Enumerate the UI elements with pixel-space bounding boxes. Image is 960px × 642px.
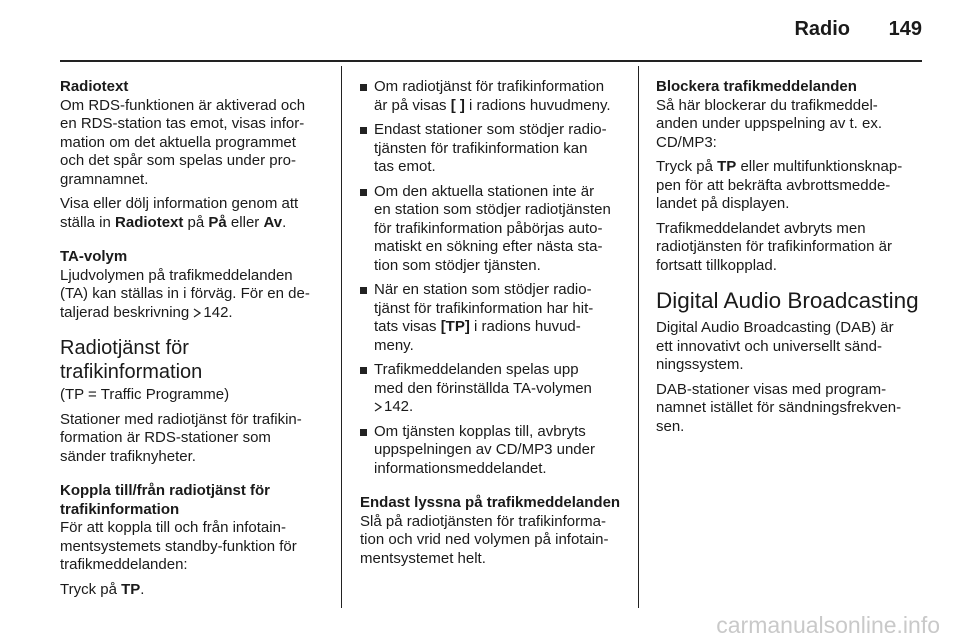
list-item: Om radiotjänst för trafikinformation är på visas [ ] i radions huvudmeny. (360, 78, 628, 115)
bullet-icon (360, 367, 367, 374)
interrupt-note: Trafikmeddelandet avbryts men radiotjänsten för trafikinformation är fortsatt tillkopplad. (656, 219, 892, 274)
page-reference-icon (193, 308, 201, 318)
column-divider-2 (638, 66, 639, 608)
list-item: Endast stationer som stödjer radio- tjänsten för trafikinformation kan tas emot. (360, 121, 628, 177)
list-item: Trafikmeddelanden spelas upp med den förinställda TA-volymen 142. (360, 361, 628, 417)
page-number: 149 (888, 18, 922, 40)
ta-volume-body: Ljudvolymen på trafikmeddelanden (TA) kan ställas in i förväg. För en de- taljerad beskrivning 142. (60, 266, 310, 321)
column-divider-1 (341, 66, 342, 608)
column-right (656, 78, 926, 442)
page-reference-icon (374, 402, 382, 412)
traffic-info-body: Stationer med radiotjänst för trafikin- formation är RDS-stationer som sänder trafiknyheter. (60, 410, 302, 465)
header-rule (60, 60, 922, 62)
list-item: När en station som stödjer radio- tjänst för trafikinformation har hit- tats visas [TP] i radions huvud- meny. (360, 281, 628, 355)
page-reference-link[interactable]: 142. (384, 398, 414, 415)
tp-button-label: TP (717, 158, 737, 175)
block-traffic-instruction: Tryck på TP eller multifunktionsknap- pen för att bekräfta avbrottsmedde- landet på displayen. (656, 158, 903, 212)
bullet-icon (360, 127, 367, 134)
tp-indicator: [TP] (440, 318, 470, 335)
dab-body: Digital Audio Broadcasting (DAB) är ett innovativt och universellt sänd- ningssystem. (656, 319, 894, 373)
menu-option-on: På (208, 213, 227, 231)
bullet-icon (360, 429, 367, 436)
list-item: Om den aktuella stationen inte är en station som stödjer radiotjänsten för trafikinformation påbörjas auto- matiskt en sökning efter nästa sta- tion som stödjer tjänsten. (360, 183, 628, 276)
page-reference-link[interactable]: 142. (203, 303, 233, 321)
section-title: Radio (794, 18, 850, 40)
bullet-icon (360, 84, 367, 91)
radiotext-heading: Radiotext (60, 78, 129, 95)
menu-option-radiotext: Radiotext (115, 213, 184, 231)
menu-option-off: Av (263, 213, 283, 231)
ta-volume-heading: TA-volym (60, 248, 128, 265)
toggle-traffic-body: För att koppla till och från infotain- mentsystemets standby-funktion för trafikmeddelanden: (60, 519, 297, 573)
radiotext-setting: Visa eller dölj information genom att ställa in Radiotext på På eller Av. (60, 195, 299, 231)
block-traffic-heading: Blockera trafikmeddelanden (656, 78, 857, 95)
traffic-info-bullets (360, 78, 628, 478)
traffic-info-subtitle: (TP = Traffic Programme) (60, 386, 230, 403)
column-middle (360, 78, 628, 574)
tp-button-label: TP (121, 580, 141, 598)
toggle-traffic-heading: Koppla till/från radiotjänst för trafikinformation (60, 482, 271, 518)
watermark: carmanualsonline.info (716, 612, 940, 638)
dab-body-2: DAB-stationer visas med program- namnet istället för sändningsfrekven- sen. (656, 380, 902, 435)
press-tp-instruction: Tryck på TP. (60, 580, 145, 598)
listen-only-heading: Endast lyssna på trafikmeddelanden (360, 494, 621, 511)
list-item: Om tjänsten kopplas till, avbryts uppspelningen av CD/MP3 under informationsmeddelandet. (360, 423, 628, 479)
traffic-info-title: Radiotjänst för trafikinformation (60, 337, 203, 383)
bullet-icon (360, 189, 367, 196)
bullet-icon (360, 287, 367, 294)
tp-indicator: [ ] (450, 96, 465, 114)
radiotext-body: Om RDS-funktionen är aktiverad och en RDS-station tas emot, visas infor- mation om det aktuella programmet och det spår som spelas under pro- gramnamnet. (60, 96, 306, 188)
listen-only-body: Slå på radiotjänsten för trafikinforma- tion och vrid ned volymen på infotain- mentsystemet helt. (360, 512, 609, 567)
dab-title: Digital Audio Broadcasting (656, 288, 919, 313)
block-traffic-body: Så här blockerar du trafikmeddel- anden under uppspelning av t. ex. CD/MP3: (656, 96, 883, 151)
column-left (60, 78, 328, 605)
